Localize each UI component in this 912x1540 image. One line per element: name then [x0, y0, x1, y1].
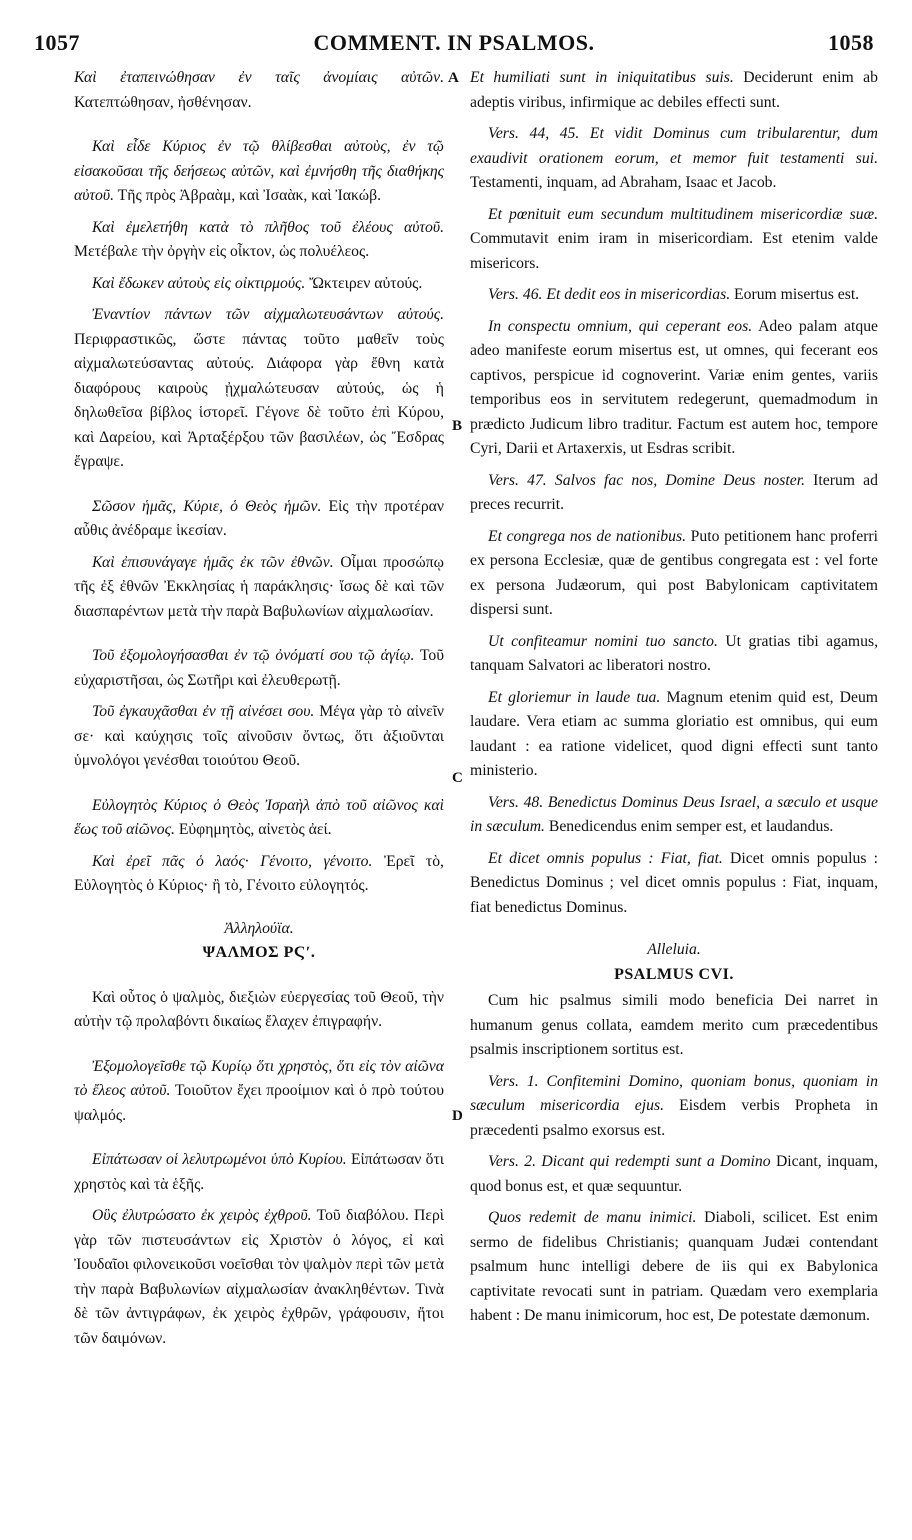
commentary-paragraph	[470, 1206, 878, 1329]
scripture-lemma: Quos redemit de manu inimici.	[488, 1209, 697, 1226]
commentary-text: Τῆς πρὸς Ἀβραὰμ, καὶ Ἰσαὰκ, καὶ Ἰακώβ.	[114, 187, 382, 204]
greek-column	[74, 66, 444, 1358]
page-number-right: 1058	[828, 30, 874, 55]
margin-letter-d: D	[452, 1108, 463, 1124]
scripture-lemma: Vers. 47. Salvos fac nos, Domine Deus noster.	[488, 471, 805, 489]
page-header	[34, 30, 874, 60]
commentary-paragraph	[74, 551, 444, 625]
scripture-lemma: Τοῦ ἐξομολογήσασθαι ἐν τῷ ὀνόματί σου τῷ ἁγίῳ.	[92, 647, 415, 664]
scripture-lemma: Et pœnituit eum secundum multitudinem misericordiæ suæ.	[488, 205, 878, 223]
commentary-text: Cum hic psalmus simili modo beneficia Dei narret in humanum genus collata, eamdem merito cum præcedentibus psalmis inscriptionem sortitus est.	[470, 992, 878, 1058]
scripture-lemma: Vers. 44, 45. Et vidit Dominus cum tribularentur, dum exaudivit orationem eorum, et memor fuit testamenti sui.	[470, 125, 878, 167]
commentary-paragraph	[470, 1150, 878, 1199]
running-title: COMMENT. IN PSALMOS.	[313, 30, 595, 55]
commentary-text: Ut gratias tibi agamus, tanquam Salvatori ac liberatori nostro.	[470, 632, 878, 674]
commentary-text: Οἶμαι προσώπῳ τῆς ἐξ ἐθνῶν Ἐκκλησίας ἡ παράκλησις· ἴσως δὲ καὶ τῶν διασπαρέντων μετὰ τὴν παρὰ Βαβυλωνίων αἰχμαλωσίαν.	[74, 553, 444, 620]
latin-column	[470, 66, 878, 1336]
commentary-text: Μετέβαλε τὴν ὀργὴν εἰς οἶκτον, ὡς πολυέλεος.	[74, 243, 370, 260]
commentary-paragraph	[74, 1055, 444, 1129]
commentary-paragraph	[470, 469, 878, 518]
commentary-text: Dicant, inquam, quod bonus est, et quæ sequuntur.	[470, 1153, 878, 1195]
scripture-lemma: Ἐναντίον πάντων τῶν αἰχμαλωτευσάντων αὐτούς.	[92, 306, 444, 323]
scripture-lemma: Vers. 2. Dicant qui redempti sunt a Domino	[488, 1153, 771, 1170]
commentary-paragraph	[470, 791, 878, 840]
commentary-text: Diaboli, scilicet. Est enim sermo de fidelibus Christianis; quanquam Judæi contendant psalmum hunc intelligi debere de iis qui ex Babylonica captivitate revocati sunt in patriam. Quædam vero exemplaria habent : De manu inimicorum, hoc est, De potestate dæmonum.	[470, 1209, 878, 1324]
commentary-paragraph	[74, 303, 444, 475]
margin-letter-b: B	[452, 418, 463, 434]
commentary-paragraph	[74, 700, 444, 774]
scripture-lemma: Εἰπάτωσαν οἱ λελυτρωμένοι ὑπὸ Κυρίου.	[92, 1151, 347, 1168]
scripture-lemma: Vers. 46. Et dedit eos in misericordias.	[488, 286, 731, 303]
commentary-paragraph	[470, 686, 878, 784]
scripture-lemma: Καὶ εἶδε Κύριος ἐν τῷ θλίβεσθαι αὐτοὺς, ἐν τῷ εἰσακοῦσαι τῆς δεήσεως αὐτῶν, καὶ ἐμνήσθη τῆς διαθήκης αὐτοῦ.	[74, 138, 444, 204]
scripture-lemma: Et gloriemur in laude tua.	[488, 688, 661, 706]
commentary-text: Dicet omnis populus : Benedictus Dominus ; vel dicet omnis populus : Fiat, inquam, fiat benedictus Dominus.	[470, 849, 878, 916]
commentary-paragraph	[74, 135, 444, 209]
scripture-lemma: Καὶ ἐρεῖ πᾶς ὁ λαός· Γένοιτο, γένοιτο.	[92, 852, 373, 870]
commentary-text: Adeo palam atque adeo manifeste eorum misertus est, ut omnes, qui fecerant eos captivos, perspicue id cognoverint. Variæ enim gentes, variis temporibus eos in servitutem redegerunt, quemadmodum in prædicto Judicum libro traditur. Factum est autem hoc, tempore Cyri, Darii et Artaxerxis, ut Esdras scribit.	[470, 317, 878, 457]
scripture-lemma: Et congrega nos de nationibus.	[488, 527, 686, 545]
commentary-paragraph	[74, 644, 444, 693]
commentary-text: Magnum etenim quid est, Deum laudare. Vera etiam ac summa gloriatio est omnibus, qui eum laudant : ea ratione videlicet, quod digni effecti sunt tanto ministerio.	[470, 688, 878, 779]
margin-letter-a: A	[448, 70, 459, 86]
margin-letter-c: C	[452, 770, 463, 786]
alleluia-heading: Ἀλληλούϊα.	[224, 919, 294, 937]
commentary-paragraph	[74, 850, 444, 899]
commentary-paragraph	[470, 315, 878, 462]
commentary-paragraph	[470, 203, 878, 277]
commentary-paragraph	[470, 847, 878, 921]
page-number-left: 1057	[34, 30, 80, 55]
scripture-lemma: Et dicet omnis populus : Fiat, fiat.	[488, 849, 723, 867]
commentary-paragraph	[74, 1204, 444, 1351]
commentary-text: Ὤκτειρεν αὐτούς.	[305, 274, 423, 292]
commentary-text: Deciderunt enim ab adeptis viribus, infirmique ac debiles effecti sunt.	[470, 69, 878, 111]
scripture-lemma: Σῶσον ἡμᾶς, Κύριε, ὁ Θεὸς ἡμῶν.	[92, 497, 322, 515]
commentary-text: Μέγα γὰρ τὸ αἰνεῖν σε· καὶ καύχησις τοῖς αἰνοῦσιν ὄντως, ὅτι ἀξιοῦνται ὑμνολόγοι γενέσθαι τοιούτου Θεοῦ.	[74, 703, 445, 769]
commentary-text: Εἰπάτωσαν ὅτι χρηστὸς καὶ τὰ ἑξῆς.	[74, 1151, 444, 1193]
commentary-text: Καὶ οὗτος ὁ ψαλμὸς, διεξιὼν εὐεργεσίας τοῦ Θεοῦ, τὴν αὐτὴν τῷ προλαβόντι δικαίως ἔλαχεν ἐπιγραφήν.	[74, 988, 444, 1030]
psalm-heading: ΨΑΛΜΟΣ ΡϚʹ.	[202, 944, 316, 961]
commentary-paragraph	[470, 122, 878, 196]
commentary-paragraph	[74, 986, 444, 1035]
scripture-lemma: Vers. 48. Benedictus Dominus Deus Israel, a sæculo et usque in sæculum.	[470, 793, 878, 835]
scripture-lemma: Καὶ ἐμελετήθη κατὰ τὸ πλῆθος τοῦ ἐλέους αὐτοῦ.	[92, 218, 444, 236]
commentary-text: Κατεπτώθησαν, ἠσθένησαν.	[74, 93, 252, 111]
scripture-lemma: Εὐλογητὸς Κύριος ὁ Θεὸς Ἰσραὴλ ἀπὸ τοῦ αἰῶνος καὶ ἕως τοῦ αἰῶνος.	[74, 796, 444, 838]
commentary-text: Puto petitionem hanc proferri ex persona Ecclesiæ, quæ de gentibus congregata est : vel forte ex persona Judæorum, qui post Babylonicam captivitatem dispersi sunt.	[470, 527, 878, 618]
scripture-lemma: Τοῦ ἐγκαυχᾶσθαι ἐν τῇ αἰνέσει σου.	[92, 703, 315, 720]
scripture-lemma: Ut confiteamur nomini tuo sancto.	[488, 632, 718, 650]
commentary-paragraph	[74, 794, 444, 843]
commentary-paragraph	[74, 495, 444, 544]
commentary-text: Εὐφημητὸς, αἰνετὸς ἀεί.	[174, 821, 332, 838]
commentary-paragraph	[74, 216, 444, 265]
scripture-lemma: Καὶ ἐπισυνάγαγε ἡμᾶς ἐκ τῶν ἐθνῶν.	[92, 553, 334, 571]
commentary-text: Τοιοῦτον ἔχει προοίμιον καὶ ὁ πρὸ τούτου ψαλμός.	[74, 1082, 444, 1124]
scripture-lemma: Ἐξομολογεῖσθε τῷ Κυρίῳ ὅτι χρηστὸς, ὅτι εἰς τὸν αἰῶνα τὸ ἔλεος αὐτοῦ.	[74, 1057, 444, 1099]
commentary-text: Ἐρεῖ τὸ, Εὐλογητὸς ὁ Κύριος· ἢ τὸ, Γένοιτο εὐλογητός.	[74, 852, 444, 894]
scripture-lemma: Et humiliati sunt in iniquitatibus suis.	[470, 69, 734, 86]
commentary-text: Iterum ad preces recurrit.	[470, 471, 878, 513]
psalm-heading: PSALMUS CVI.	[614, 965, 734, 983]
alleluia-heading: Alleluia.	[647, 941, 701, 958]
commentary-paragraph	[74, 272, 444, 297]
commentary-text: Περιφραστικῶς, ὥστε πάντας τοῦτο μαθεῖν τοὺς αἰχμαλωτεύσαντας αὐτούς. Διάφορα γὰρ ἔθνη κατὰ διαφόρους καιροὺς ᾐχμαλώτευσαν αὐτούς, ὡς ἡ δηλωθεῖσα βίβλος ἱστορεῖ. Γέγονε δὲ τοῦτο ἐπὶ Κύρου, καὶ Δαρείου, καὶ Ἀρταξέρξου τῶν βασιλέων, ὡς Ἔσδρας ἔγραψε.	[74, 330, 444, 470]
commentary-paragraph	[470, 989, 878, 1063]
commentary-paragraph	[470, 630, 878, 679]
commentary-text: Τοῦ διαβόλου. Περὶ γὰρ τῶν πιστευσάντων εἰς Χριστὸν ὁ λόγος, εἰ καὶ Ἰουδαῖοι φιλονεικοῦσι νοεῖσθαι τὸν ψαλμὸν περὶ τῶν μετὰ τὴν παρὰ Βαβυλωνίων αἰχμαλωσίαν ἀνακληθέντων. Τινὰ δὲ τῶν ἀντιγράφων, ἐκ χειρὸς ἐχθρῶν, γράφουσιν, ἤτοι τῶν δαιμόνων.	[74, 1207, 445, 1347]
commentary-paragraph	[470, 66, 878, 115]
commentary-text: Εἰς τὴν προτέραν αὖθις ἀνέδραμε ἱκεσίαν.	[74, 497, 444, 539]
scripture-lemma: Καὶ ἐταπεινώθησαν ἐν ταῖς ἀνομίαις αὐτῶν.	[74, 69, 444, 86]
scripture-lemma: In conspectu omnium, qui ceperant eos.	[488, 317, 753, 335]
commentary-paragraph	[470, 1070, 878, 1144]
commentary-paragraph	[470, 525, 878, 623]
commentary-paragraph	[470, 283, 878, 308]
commentary-text: Commutavit enim iram in misericordiam. Est etenim valde misericors.	[470, 230, 878, 272]
scripture-lemma: Καὶ ἔδωκεν αὐτοὺς εἰς οἰκτιρμούς.	[92, 274, 306, 292]
scripture-lemma: Vers. 1. Confitemini Domino, quoniam bonus, quoniam in sæculum misericordia ejus.	[470, 1072, 878, 1114]
scripture-lemma: Οὓς ἐλυτρώσατο ἐκ χειρὸς ἐχθροῦ.	[92, 1207, 312, 1224]
commentary-text: Eisdem verbis Propheta in præcedenti psalmo exorsus est.	[470, 1097, 878, 1139]
commentary-paragraph	[74, 1148, 444, 1197]
commentary-paragraph	[74, 66, 444, 115]
commentary-text: Τοῦ εὐχαριστῆσαι, ὡς Σωτῆρι καὶ ἐλευθερωτῇ.	[74, 647, 444, 689]
commentary-text: Eorum misertus est.	[730, 286, 860, 303]
commentary-text: Benedicendus enim semper est, et laudandus.	[544, 818, 834, 835]
commentary-text: Testamenti, inquam, ad Abraham, Isaac et Jacob.	[470, 174, 777, 191]
